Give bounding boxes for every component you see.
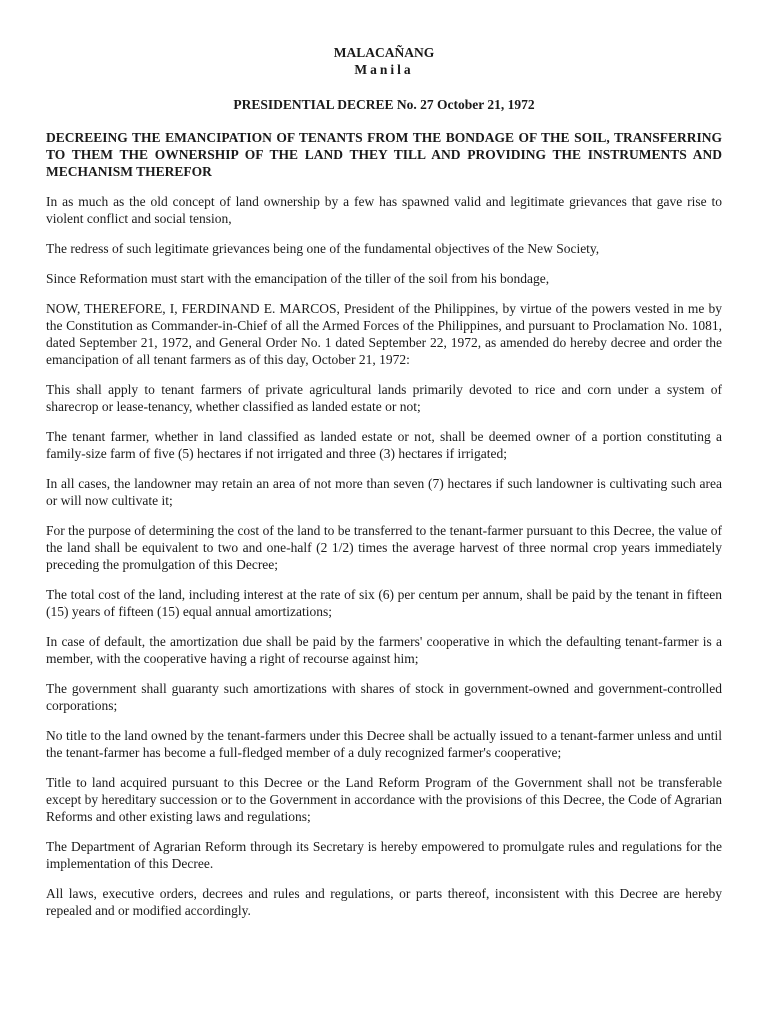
paragraph: NOW, THEREFORE, I, FERDINAND E. MARCOS, President of the Philippines, by virtue of the powers vested in me by the Constitution as Commander-in-Chief of all the Armed Forces of the Philippines, and pursuant to Proclamation No. 1081, dated September 21, 1972, and General Order No. 1 dated September 22, 1972, as amended do hereby decree and order the emancipation of all tenant farmers as of this day, October 21, 1972: bbox=[46, 301, 722, 367]
paragraph: The Department of Agrarian Reform through its Secretary is hereby empowered to promulgate rules and regulations for the implementation of this Decree. bbox=[46, 839, 722, 871]
paragraph: The redress of such legitimate grievances being one of the fundamental objectives of the New Society, bbox=[46, 241, 600, 256]
paragraph: The tenant farmer, whether in land classified as landed estate or not, shall be deemed owner of a portion constituting a family-size farm of five (5) hectares if not irrigated and three (3) hectares if irrigated; bbox=[46, 429, 722, 461]
paragraph: The total cost of the land, including interest at the rate of six (6) per centum per annum, shall be paid by the tenant in fifteen (15) years of fifteen (15) equal annual amortizations; bbox=[46, 587, 722, 619]
paragraph: In case of default, the amortization due shall be paid by the farmers' cooperative in which the defaulting tenant-farmer is a member, with the cooperative having a right of recourse against him; bbox=[46, 634, 722, 666]
palace-name: MALACAÑANG bbox=[333, 45, 435, 60]
paragraph: No title to the land owned by the tenant-farmers under this Decree shall be actually issued to a tenant-farmer unless and until the tenant-farmer has become a full-fledged member of a duly recognized farmer's cooperative; bbox=[46, 728, 722, 760]
document-page bbox=[46, 44, 722, 919]
paragraph: Since Reformation must start with the emancipation of the tiller of the soil from his bondage, bbox=[46, 271, 550, 286]
paragraph: This shall apply to tenant farmers of private agricultural lands primarily devoted to rice and corn under a system of sharecrop or lease-tenancy, whether classified as landed estate or not; bbox=[46, 382, 722, 414]
city-name: Manila bbox=[354, 62, 414, 77]
paragraph: All laws, executive orders, decrees and rules and regulations, or parts thereof, inconsistent with this Decree are hereby repealed and or modified accordingly. bbox=[46, 886, 722, 918]
paragraph: In all cases, the landowner may retain an area of not more than seven (7) hectares if such landowner is cultivating such area or will now cultivate it; bbox=[46, 476, 722, 508]
paragraph: For the purpose of determining the cost of the land to be transferred to the tenant-farmer pursuant to this Decree, the value of the land shall be equivalent to two and one-half (2 1/2) times the average harvest of three normal crop years immediately preceding the promulgation of this Decree; bbox=[46, 523, 722, 572]
paragraph: Title to land acquired pursuant to this Decree or the Land Reform Program of the Government shall not be transferable except by hereditary succession or to the Government in accordance with the provisions of this Decree, the Code of Agrarian Reforms and other existing laws and regulations; bbox=[46, 775, 722, 824]
decree-heading: DECREEING THE EMANCIPATION OF TENANTS FROM THE BONDAGE OF THE SOIL, TRANSFERRING TO THEM THE OWNERSHIP OF THE LAND THEY TILL AND PROVIDING THE INSTRUMENTS AND MECHANISM THEREFOR bbox=[46, 130, 722, 179]
decree-title: PRESIDENTIAL DECREE No. 27 October 21, 1972 bbox=[233, 97, 535, 112]
paragraph: The government shall guaranty such amortizations with shares of stock in government-owned and government-controlled corporations; bbox=[46, 681, 722, 713]
paragraph: In as much as the old concept of land ownership by a few has spawned valid and legitimate grievances that gave rise to violent conflict and social tension, bbox=[46, 194, 722, 226]
